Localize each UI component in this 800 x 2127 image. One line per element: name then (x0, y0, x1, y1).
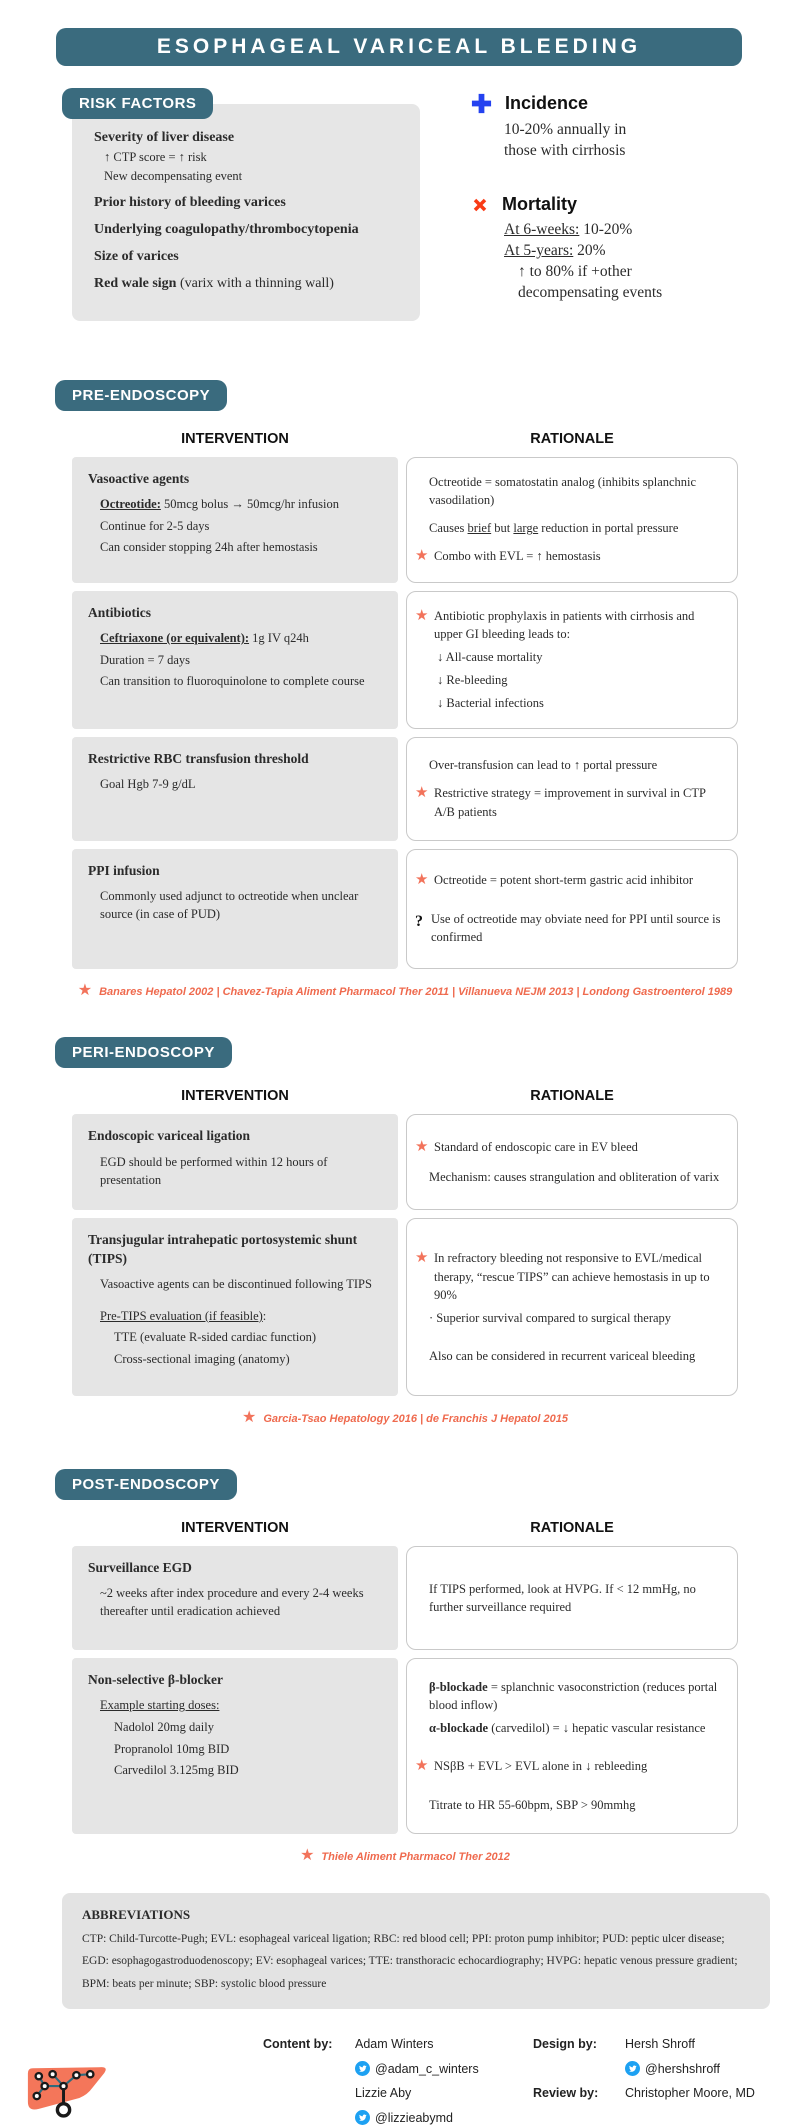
stat-line (518, 263, 662, 281)
column-header-rationale: RATIONALE (530, 1088, 614, 1105)
risk-factor-subitem: ↑ CTP score = ↑ risk (104, 150, 207, 164)
text-segment: Octreotide = potent short-term gastric acid inhibitor (434, 872, 694, 887)
intervention-line (88, 495, 384, 513)
table-row (72, 737, 738, 841)
rationale-text (415, 1347, 695, 1365)
text-segment: Causes (429, 521, 468, 536)
rationale-cell (406, 737, 738, 841)
rationale-cell (406, 1218, 738, 1396)
intervention-title (88, 750, 384, 768)
post-endoscopy-badge: POST-ENDOSCOPY (55, 1469, 237, 1500)
text-segment: = splanchnic vasoconstriction (reduces portal blood inflow) (429, 1679, 718, 1712)
rationale-text (415, 648, 543, 666)
text-segment: but (491, 521, 514, 536)
intervention-cell (72, 1218, 398, 1396)
text-segment: Octreotide = somatostatin analog (inhibits splanchnic vasodilation) (429, 475, 697, 508)
footer (18, 2029, 800, 2127)
text-segment: Ceftriaxone (or equivalent): (100, 631, 250, 646)
risk-factor-item (94, 276, 404, 292)
text-segment: ~2 weeks after index procedure and every 2-4 weeks thereafter until eradication achieved (100, 1586, 364, 1619)
column-headers (72, 431, 738, 447)
stat-line (504, 242, 662, 260)
intervention-cell (72, 591, 398, 729)
text-segment: reduction in portal pressure (538, 521, 679, 536)
text-segment: 1g IV q24h (249, 631, 309, 646)
rationale-text (434, 871, 693, 891)
rationale-cell (406, 591, 738, 729)
text-segment: Goal Hgb 7-9 g/dL (100, 776, 196, 791)
column-header-intervention: INTERVENTION (181, 1520, 289, 1537)
intervention-title (88, 1671, 384, 1689)
rationale-text (415, 473, 725, 509)
twitter-handle-text: @adam_c_winters (375, 2061, 479, 2076)
risk-factor-title: Prior history of bleeding varices (94, 195, 286, 210)
text-segment: Vasoactive agents (88, 471, 190, 486)
text-segment: β-blockade (429, 1679, 488, 1694)
content-author-name: Lizzie Aby (355, 2086, 412, 2101)
text-segment: Transjugular intrahepatic portosystemic shunt (TIPS) (88, 1232, 358, 1266)
table-rows (72, 457, 738, 969)
text-segment: Antibiotics (88, 604, 152, 620)
intervention-line (88, 1153, 384, 1189)
section-post-endoscopy (55, 1469, 800, 1867)
intervention-title (88, 1559, 384, 1577)
text-segment: Continue for 2-5 days (100, 518, 210, 533)
risk-factor-title: Underlying coagulopathy/thrombocytopenia (94, 222, 359, 237)
column-header-intervention: INTERVENTION (181, 1088, 289, 1105)
intervention-cell (72, 1658, 398, 1834)
rationale-item (415, 694, 725, 712)
text-segment: Restrictive RBC transfusion threshold (88, 750, 309, 766)
intervention-line (88, 1584, 384, 1620)
intervention-cell (72, 737, 398, 841)
table-row (72, 457, 738, 583)
text-segment: Commonly used adjunct to octreotide when unclear source (in case of PUD) (100, 888, 359, 921)
intervention-line (88, 538, 384, 556)
text-segment: Combo with EVL = ↑ hemostasis (434, 549, 601, 564)
risk-factor-item (94, 222, 404, 238)
rationale-item (415, 1249, 725, 1303)
intervention-cell (72, 1114, 398, 1210)
rationale-item (415, 1168, 725, 1186)
stat-title: Mortality (502, 194, 578, 214)
text-segment: NSβB + EVL > EVL alone in ↓ rebleeding (434, 1758, 648, 1773)
text-segment: Antibiotic prophylaxis in patients with cirrhosis and upper GI bleeding leads to: (434, 608, 695, 641)
text-segment: At 6-weeks: (504, 221, 580, 238)
star-icon: ★ (415, 871, 429, 888)
rationale-text (415, 519, 678, 537)
text-segment: Propranolol 10mg BID (114, 1741, 230, 1756)
risk-factors-section (62, 88, 422, 336)
text-segment: Carvedilol 3.125mg BID (114, 1763, 239, 1778)
rationale-item (415, 1719, 725, 1737)
star-icon: ★ (415, 1250, 429, 1267)
text-segment: Surveillance EGD (88, 1560, 192, 1576)
intervention-line (88, 775, 384, 793)
intervention-line (88, 1761, 384, 1779)
rationale-text (415, 1678, 725, 1714)
rationale-text (431, 910, 725, 946)
intervention-line (88, 517, 384, 535)
rationale-item (415, 784, 725, 820)
liver-network-logo (18, 2057, 113, 2127)
rationale-cell (406, 1546, 738, 1650)
star-icon: ★ (415, 1139, 429, 1156)
rationale-item (415, 1138, 725, 1158)
intervention-title (88, 1127, 384, 1145)
rationale-text (415, 1796, 636, 1814)
intervention-line (88, 651, 384, 669)
stat-header (470, 92, 662, 115)
intervention-title (88, 604, 384, 622)
stat-line (504, 142, 662, 160)
text-segment: EGD should be performed within 12 hours of presentation (100, 1154, 328, 1187)
table-row (72, 849, 738, 969)
infographic-page (0, 28, 800, 2127)
intervention-line (88, 1328, 384, 1346)
content-author-name: Adam Winters (355, 2037, 434, 2052)
rationale-item (415, 1309, 725, 1327)
intervention-line (88, 1696, 384, 1714)
rationale-cell (406, 1114, 738, 1210)
page-title: ESOPHAGEAL VARICEAL BLEEDING (56, 28, 742, 66)
text-segment: brief (467, 521, 492, 536)
pre-endoscopy-badge: PRE-ENDOSCOPY (55, 380, 227, 411)
rationale-item (415, 1678, 725, 1714)
abbreviations-box (62, 1893, 770, 2009)
rationale-text (434, 547, 601, 567)
stat-line (504, 121, 662, 139)
intervention-line (88, 629, 384, 647)
rationale-item (415, 519, 725, 537)
text-segment: 10-20% (579, 221, 633, 238)
rationale-item (415, 547, 725, 567)
risk-factor-item (94, 249, 404, 265)
design-by-label: Design by: (533, 2037, 597, 2052)
table-rows (72, 1114, 738, 1396)
text-segment: 10-20% annually in (504, 121, 627, 138)
text-segment: Example starting doses: (100, 1698, 220, 1713)
star-icon: ★ (415, 785, 429, 802)
twitter-handle-text: @lizzieabymd (375, 2110, 453, 2125)
star-icon: ★ (241, 1409, 257, 1427)
stat-line (504, 221, 662, 239)
stat-incidence (470, 92, 662, 160)
text-segment: Nadolol 20mg daily (114, 1719, 214, 1734)
text-segment: Duration = 7 days (100, 652, 191, 667)
text-segment: Mechanism: causes strangulation and obliteration of varix (429, 1169, 720, 1184)
review-by-label: Review by: (533, 2086, 599, 2101)
rationale-item (415, 756, 725, 774)
text-segment: Use of octreotide may obviate need for PPI until source is confirmed (431, 912, 721, 945)
twitter-handle-text: @hershshroff (645, 2061, 720, 2076)
intervention-line (88, 672, 384, 690)
star-icon: ★ (415, 607, 429, 624)
rationale-text (434, 1249, 725, 1303)
rationale-cell (406, 1658, 738, 1834)
intervention-line (88, 1350, 384, 1368)
text-segment: TTE (evaluate R-sided cardiac function) (114, 1330, 316, 1345)
twitter-icon (355, 2061, 370, 2076)
rationale-item (415, 1757, 725, 1777)
rationale-text (415, 1580, 725, 1616)
rationale-item (415, 607, 725, 643)
twitter-handle[interactable] (355, 2061, 523, 2076)
rationale-item (415, 473, 725, 509)
citation-text: Garcia-Tsao Hepatology 2016 | de Franchis J Hepatol 2015 (263, 1413, 569, 1426)
table-row (72, 1546, 738, 1650)
tables-container (0, 380, 800, 1867)
rationale-item (415, 648, 725, 666)
column-header-rationale: RATIONALE (530, 431, 614, 447)
text-segment: Vasoactive agents can be discontinued following TIPS (100, 1276, 372, 1291)
risk-factors-box (72, 104, 420, 321)
text-segment: 20% (573, 242, 606, 259)
text-segment: Non-selective β-blocker (88, 1672, 223, 1688)
column-header-intervention: INTERVENTION (181, 431, 289, 447)
plus-icon (470, 92, 493, 115)
rationale-text (415, 1309, 671, 1327)
question-mark-icon: ? (415, 913, 423, 931)
risk-factor-note: (varix with a thinning wall) (176, 276, 334, 291)
rationale-text (434, 784, 725, 820)
risk-factor-subitem: New decompensating event (104, 169, 243, 183)
text-segment: Over-transfusion can lead to ↑ portal pressure (429, 758, 658, 773)
text-segment: Endoscopic variceal ligation (88, 1128, 250, 1144)
star-icon: ★ (415, 1757, 429, 1774)
credits (263, 2035, 800, 2127)
text-segment: Can consider stopping 24h after hemostasis (100, 540, 318, 555)
intervention-line (88, 1718, 384, 1736)
column-headers (72, 1088, 738, 1104)
text-segment: Titrate to HR 55-60bpm, SBP > 90mmhg (429, 1798, 636, 1813)
rationale-text (415, 756, 657, 774)
rationale-text (415, 671, 507, 689)
text-segment: Cross-sectional imaging (anatomy) (114, 1352, 290, 1367)
intervention-title (88, 1231, 384, 1267)
text-segment: those with cirrhosis (504, 142, 626, 159)
text-segment: In refractory bleeding not responsive to EVL/medical therapy, “rescue TIPS” can achieve hemostasis in up to 90% (434, 1251, 710, 1302)
star-icon: ★ (415, 548, 429, 565)
rationale-item (415, 910, 725, 946)
intervention-line (88, 1740, 384, 1758)
citation-peri-endoscopy (72, 1408, 738, 1429)
star-icon: ★ (300, 1847, 315, 1865)
twitter-handle[interactable] (625, 2061, 800, 2076)
text-segment: Can transition to fluoroquinolone to complete course (100, 674, 365, 689)
text-segment: (carvedilol) = ↓ hepatic vascular resistance (488, 1720, 706, 1735)
peri-endoscopy-badge: PERI-ENDOSCOPY (55, 1037, 232, 1068)
content-by-label: Content by: (263, 2037, 333, 2052)
text-segment: 50mcg bolus → 50mcg/hr infusion (160, 497, 339, 512)
citation-text: Banares Hepatol 2002 | Chavez-Tapia Aliment Pharmacol Ther 2011 | Villanueva NEJM 2013 | Londong Gastroenterol 1989 (99, 985, 733, 998)
twitter-icon (625, 2061, 640, 2076)
design-author-name: Hersh Shroff (625, 2037, 695, 2052)
table-row (72, 591, 738, 729)
intervention-cell (72, 1546, 398, 1650)
intervention-title (88, 470, 384, 488)
intervention-title (88, 862, 384, 880)
section-pre-endoscopy (55, 380, 800, 1001)
rationale-text (415, 1719, 705, 1737)
intervention-line (88, 1275, 384, 1293)
text-segment: Octreotide: (100, 497, 161, 512)
rationale-text (415, 1168, 719, 1186)
twitter-icon (355, 2110, 370, 2125)
rationale-item (415, 671, 725, 689)
risk-factor-item (94, 195, 404, 211)
text-segment: α-blockade (429, 1720, 489, 1735)
risk-factor-title: Red wale sign (94, 276, 177, 291)
rationale-text (415, 694, 544, 712)
text-segment: ↑ to 80% if +other (518, 263, 632, 280)
citation-pre-endoscopy (72, 981, 738, 1002)
table-rows (72, 1546, 738, 1834)
text-segment: If TIPS performed, look at HVPG. If < 12 mmHg, no further surveillance required (429, 1581, 696, 1615)
text-segment: decompensating events (518, 284, 663, 301)
table-row (72, 1658, 738, 1834)
rationale-item (415, 871, 725, 891)
text-segment: Pre-TIPS evaluation (if feasible) (100, 1308, 263, 1323)
risk-factor-title: Severity of liver disease (94, 130, 235, 145)
risk-factor-title: Size of varices (94, 249, 179, 264)
intervention-line (88, 887, 384, 923)
risk-factor-item (94, 130, 404, 184)
rationale-item (415, 1347, 725, 1365)
review-author-name: Christopher Moore, MD (625, 2086, 755, 2101)
column-header-rationale: RATIONALE (530, 1520, 614, 1537)
text-segment: Restrictive strategy = improvement in survival in CTP A/B patients (434, 786, 706, 819)
section-peri-endoscopy (55, 1037, 800, 1429)
text-segment: At 5-years: (504, 242, 574, 259)
rationale-cell (406, 849, 738, 969)
rationale-item (415, 1796, 725, 1814)
rationale-text (434, 1138, 638, 1158)
rationale-text (434, 607, 725, 643)
column-headers (72, 1520, 738, 1536)
abbreviations-title: ABBREVIATIONS (82, 1906, 191, 1922)
top-section (62, 88, 800, 336)
text-segment: PPI infusion (88, 862, 160, 878)
text-segment: ↓ Re-bleeding (437, 673, 508, 688)
x-icon (470, 195, 490, 215)
abbreviations-text: CTP: Child-Turcotte-Pugh; EVL: esophageal variceal ligation; RBC: red blood cell; PPI: proton pump inhibitor; PUD: peptic ulcer disease; EGD: esophagogastroduodenoscopy; EV: esophageal varices; TTE: transthoracic echocardiography; HVPG: hepatic venous pressure gradient; BPM: beats per minute; SBP: systolic blood pressure (82, 1932, 738, 1990)
citation-text: Thiele Aliment Pharmacol Ther 2012 (321, 1851, 510, 1864)
rationale-cell (406, 457, 738, 583)
text-segment: ↓ All-cause mortality (437, 650, 543, 665)
twitter-handle[interactable] (355, 2110, 523, 2125)
table-row (72, 1114, 738, 1210)
intervention-cell (72, 849, 398, 969)
citation-post-endoscopy (72, 1846, 738, 1867)
table-row (72, 1218, 738, 1396)
text-segment: large (513, 521, 539, 536)
star-icon: ★ (77, 981, 93, 999)
text-segment: ↓ Bacterial infections (437, 696, 544, 711)
incidence-mortality-section (470, 88, 662, 336)
risk-factors-badge: RISK FACTORS (62, 88, 213, 119)
text-segment: · Superior survival compared to surgical therapy (429, 1310, 672, 1325)
intervention-line (88, 1307, 384, 1325)
stat-line (518, 284, 662, 302)
stat-header (470, 194, 662, 215)
stat-title: Incidence (505, 93, 589, 113)
rationale-item (415, 1580, 725, 1616)
stat-mortality (470, 194, 662, 302)
intervention-cell (72, 457, 398, 583)
text-segment: Also can be considered in recurrent variceal bleeding (429, 1348, 696, 1363)
rationale-text (434, 1757, 647, 1777)
text-segment: Standard of endoscopic care in EV bleed (434, 1140, 638, 1155)
text-segment: : (262, 1308, 267, 1323)
